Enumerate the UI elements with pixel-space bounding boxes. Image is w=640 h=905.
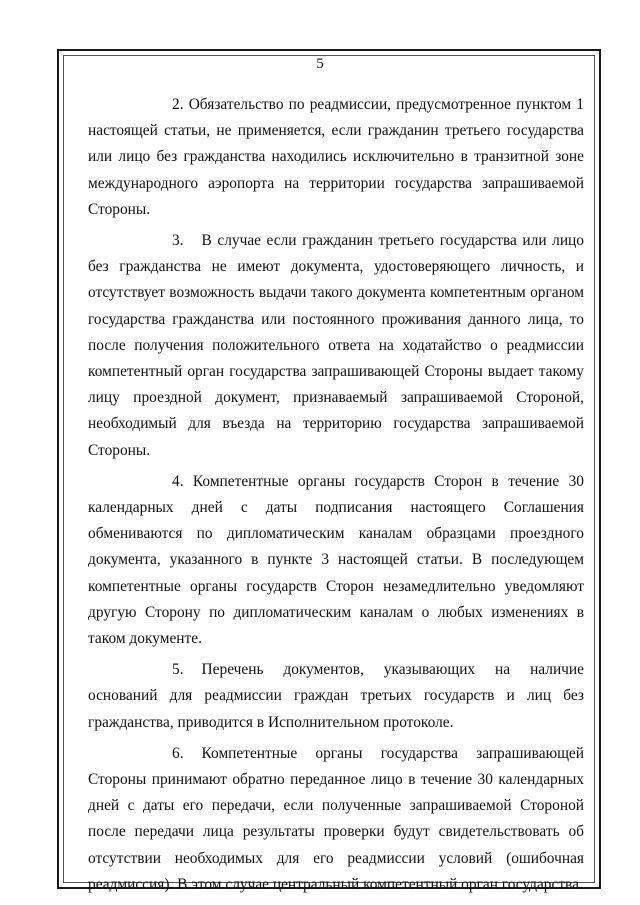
document-body xyxy=(88,92,584,903)
paragraph-number: 4. xyxy=(172,472,184,490)
page-number: 5 xyxy=(316,56,324,72)
paragraph-2 xyxy=(88,92,584,223)
paragraph-number: 5. xyxy=(172,661,184,679)
paragraph-5 xyxy=(88,657,584,736)
paragraph-4 xyxy=(88,469,584,652)
paragraph-text: Компетентные органы государства запрашивающей Стороны принимают обратно переданное лицо в течение 30 календарных дней с даты его передачи, если полученные запрашиваемой Стороной после передачи лица результаты проверки будут свидетельствовать об отсутствии необходимых для его реадмиссии условий (ошибочная реадмиссия). В этом случае центральный компетентный орган государства xyxy=(88,744,584,893)
paragraph-text: Компетентные органы государств Сторон в течение 30 календарных дней с даты подписания настоящего Соглашения обмениваются по дипломатическим каналам образцами проездного документа, указанного в пункте 3 настоящей статьи. В последующем компетентные органы государств Сторон незамедлительно уведомляют другую Сторону по дипломатическим каналам о любых изменениях в таком документе. xyxy=(88,472,584,648)
paragraph-3 xyxy=(88,228,584,464)
paragraph-6 xyxy=(88,741,584,898)
paragraph-number: 2. xyxy=(172,96,184,113)
paragraph-text: Обязательство по реадмиссии, предусмотренное пунктом 1 настоящей статьи, не применяется, если гражданин третьего государства или лицо без гражданства находились исключительно в транзитной зоне международного аэропорта на территории государства запрашиваемой Стороны. xyxy=(88,96,584,218)
paragraph-number: 3. xyxy=(172,232,184,250)
paragraph-text: В случае если гражданин третьего государства или лицо без гражданства не имеют документа, удостоверяющего личность, и отсутствует возможность выдачи такого документа компетентным органом государства гражданства или постоянного проживания данного лица, то после получения положительного ответа на ходатайство о реадмиссии компетентный орган государства запрашивающей Стороны выдает такому лицу проездной документ, признаваемый запрашиваемой Стороной, необходимый для въезда на территорию государства запрашиваемой Стороны. xyxy=(88,232,584,459)
paragraph-text: Перечень документов, указывающих на наличие оснований для реадмиссии граждан третьих государств и лиц без гражданства, приводится в Исполнительном протоколе. xyxy=(88,661,584,731)
paragraph-number: 6. xyxy=(172,744,184,762)
